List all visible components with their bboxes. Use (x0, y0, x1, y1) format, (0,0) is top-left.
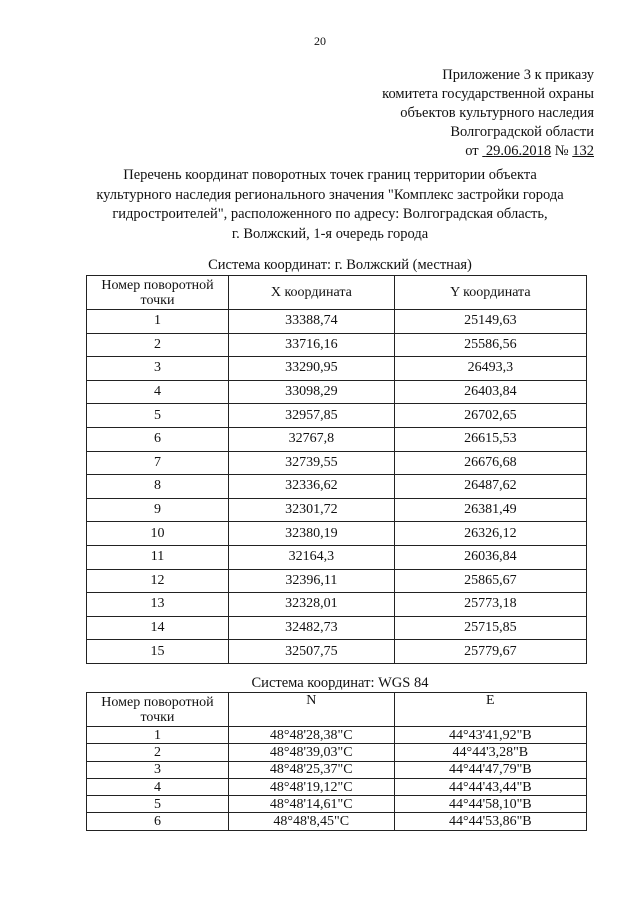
table-row (87, 761, 587, 778)
coord-cell: 44°44'43,44"В (394, 778, 586, 795)
point-number-cell: 6 (87, 813, 229, 830)
point-number-cell: 15 (87, 640, 229, 664)
coord-cell: 48°48'28,38"С (228, 727, 394, 744)
coord-cell: 32301,72 (229, 498, 395, 522)
coord-cell: 25779,67 (394, 640, 586, 664)
header-n: N (228, 693, 394, 727)
coord-cell: 32767,8 (229, 427, 395, 451)
point-number-cell: 5 (87, 404, 229, 428)
point-number-cell: 1 (87, 727, 229, 744)
header-y: Y координата (394, 276, 586, 310)
coord-cell: 26403,84 (394, 380, 586, 404)
appendix-header (382, 66, 594, 161)
header-point-number: Номер поворотной точки (87, 693, 229, 727)
coord-cell: 32164,3 (229, 545, 395, 569)
point-number-cell: 4 (87, 380, 229, 404)
point-number-cell: 3 (87, 357, 229, 381)
coord-cell: 25865,67 (394, 569, 586, 593)
point-number-cell: 1 (87, 310, 229, 334)
coord-cell: 32739,55 (229, 451, 395, 475)
table-row (87, 616, 587, 640)
coord-cell: 44°44'58,10"В (394, 796, 586, 813)
table-row (87, 357, 587, 381)
table-row (87, 427, 587, 451)
coord-cell: 32396,11 (229, 569, 395, 593)
table-row (87, 727, 587, 744)
coord-cell: 26676,68 (394, 451, 586, 475)
coord-cell: 48°48'8,45"С (228, 813, 394, 830)
table-row (87, 640, 587, 664)
coord-cell: 33098,29 (229, 380, 395, 404)
coord-cell: 26381,49 (394, 498, 586, 522)
title-line-1: Перечень координат поворотных точек границ территории объекта (123, 167, 537, 183)
table1-caption: Система координат: г. Волжский (местная) (208, 257, 472, 273)
header-point-number: Номер поворотной точки (87, 276, 229, 310)
table-header-row (87, 693, 587, 727)
title-line-2: культурного наследия регионального значения "Комплекс застройки города (96, 186, 564, 203)
table-row (87, 404, 587, 428)
coord-cell: 32328,01 (229, 593, 395, 617)
coord-cell: 32482,73 (229, 616, 395, 640)
point-number-cell: 10 (87, 522, 229, 546)
point-number-cell: 7 (87, 451, 229, 475)
document-title (60, 166, 600, 244)
point-number-cell: 14 (87, 616, 229, 640)
appendix-line-3: объектов культурного наследия (400, 105, 594, 121)
coord-cell: 44°43'41,92"В (394, 727, 586, 744)
coord-cell: 33388,74 (229, 310, 395, 334)
point-number-cell: 2 (87, 744, 229, 761)
table-row (87, 593, 587, 617)
order-date: 29.06.2018 (485, 143, 552, 159)
coord-cell: 26615,53 (394, 427, 586, 451)
coord-cell: 48°48'25,37"С (228, 761, 394, 778)
coord-cell: 25149,63 (394, 310, 586, 334)
coord-cell: 48°48'39,03"С (228, 744, 394, 761)
wgs84-coordinates-table (86, 692, 587, 831)
order-number: 132 (572, 143, 594, 159)
title-line-3: гидростроителей", расположенного по адресу: Волгоградская область, (112, 206, 548, 222)
coord-cell: 32957,85 (229, 404, 395, 428)
date-prefix: от (465, 143, 479, 159)
appendix-date-line (382, 142, 594, 161)
point-number-cell: 12 (87, 569, 229, 593)
coord-cell: 26326,12 (394, 522, 586, 546)
coord-cell: 26702,65 (394, 404, 586, 428)
coord-cell: 25715,85 (394, 616, 586, 640)
appendix-line-4: Волгоградской области (450, 124, 594, 140)
point-number-cell: 4 (87, 778, 229, 795)
appendix-line-1: Приложение 3 к приказу (442, 67, 594, 83)
table-row (87, 475, 587, 499)
table-row (87, 333, 587, 357)
coord-cell: 26493,3 (394, 357, 586, 381)
table-row (87, 522, 587, 546)
table-row (87, 310, 587, 334)
point-number-cell: 5 (87, 796, 229, 813)
coord-cell: 48°48'14,61"С (228, 796, 394, 813)
coord-cell: 48°48'19,12"С (228, 778, 394, 795)
point-number-cell: 8 (87, 475, 229, 499)
table-header-row (87, 276, 587, 310)
coord-cell: 32336,62 (229, 475, 395, 499)
table-row (87, 380, 587, 404)
coord-cell: 44°44'3,28"В (394, 744, 586, 761)
local-coordinates-table (86, 275, 587, 664)
table-row (87, 498, 587, 522)
point-number-cell: 11 (87, 545, 229, 569)
coord-cell: 32507,75 (229, 640, 395, 664)
page-number: 20 (314, 34, 326, 48)
number-sign: № (554, 143, 569, 159)
coord-cell: 44°44'47,79"В (394, 761, 586, 778)
appendix-line-2: комитета государственной охраны (382, 86, 594, 102)
title-line-4: г. Волжский, 1-я очередь города (231, 225, 429, 242)
point-number-cell: 6 (87, 427, 229, 451)
point-number-cell: 2 (87, 333, 229, 357)
coord-cell: 44°44'53,86"В (394, 813, 586, 830)
table-row (87, 744, 587, 761)
table-row (87, 813, 587, 830)
table-row (87, 545, 587, 569)
header-e: E (394, 693, 586, 727)
point-number-cell: 9 (87, 498, 229, 522)
table-row (87, 569, 587, 593)
header-x: X координата (229, 276, 395, 310)
point-number-cell: 3 (87, 761, 229, 778)
coord-cell: 26036,84 (394, 545, 586, 569)
coord-cell: 25586,56 (394, 333, 586, 357)
table2-caption: Система координат: WGS 84 (251, 675, 429, 691)
coord-cell: 32380,19 (229, 522, 395, 546)
point-number-cell: 13 (87, 593, 229, 617)
coord-cell: 25773,18 (394, 593, 586, 617)
table-row (87, 778, 587, 795)
table-row (87, 451, 587, 475)
coord-cell: 33290,95 (229, 357, 395, 381)
table-row (87, 796, 587, 813)
coord-cell: 33716,16 (229, 333, 395, 357)
coord-cell: 26487,62 (394, 475, 586, 499)
